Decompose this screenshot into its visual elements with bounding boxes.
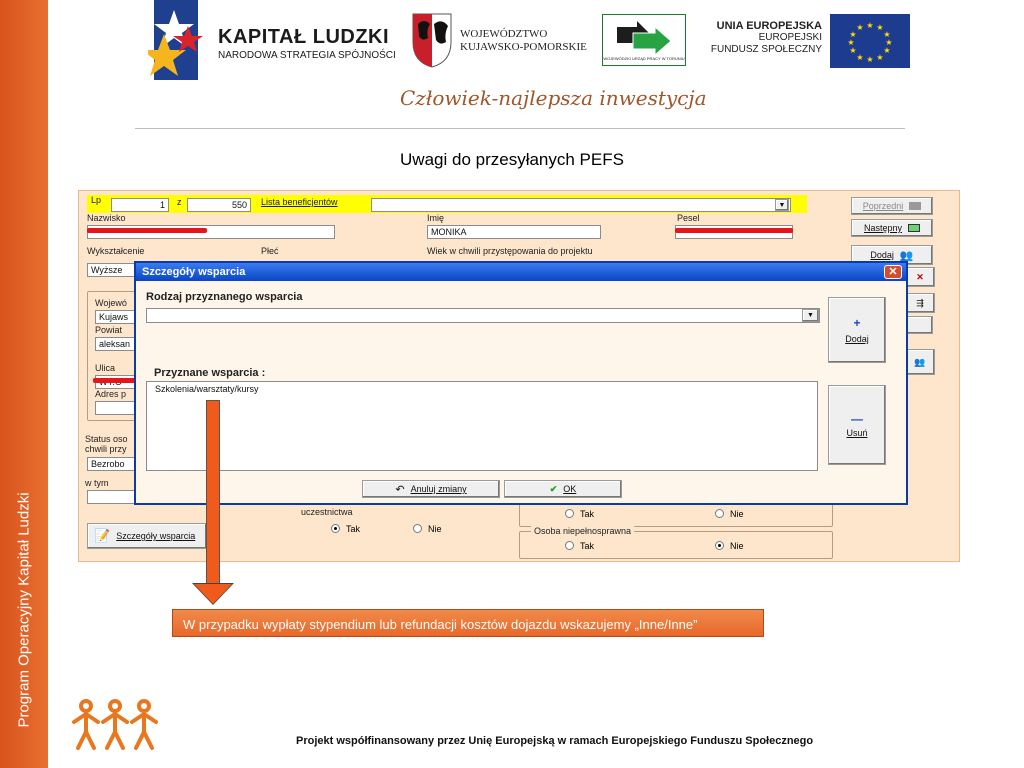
- poprzedni-button[interactable]: Poprzedni: [851, 197, 933, 215]
- export-button[interactable]: [905, 293, 935, 313]
- dialog-close-button[interactable]: [884, 265, 902, 279]
- ue-line2: EUROPEJSKI: [758, 32, 822, 43]
- svg-text:★: ★: [866, 55, 874, 64]
- svg-text:★: ★: [885, 38, 893, 47]
- footer-text: Projekt współfinansowany przez Unię Europejską w ramach Europejskiego Funduszu Społecznego: [296, 735, 814, 747]
- uczestnictwa-label: uczestnictwa: [301, 507, 353, 517]
- dodaj-wsparcie-button[interactable]: + Dodaj: [828, 297, 886, 363]
- pesel-label: Pesel: [677, 213, 700, 223]
- ue-line1: UNIA EUROPEJSKA: [716, 20, 822, 32]
- powiat-label: Powiat: [95, 325, 123, 335]
- radio-checked-icon: [715, 541, 724, 550]
- uczestnictwa-nie-radio[interactable]: Nie: [413, 524, 442, 534]
- svg-text:★: ★: [856, 53, 864, 62]
- list-item[interactable]: Szkolenia/warsztaty/kursy: [155, 384, 259, 394]
- svg-text:★: ★: [866, 21, 874, 30]
- redaction-mark: [675, 228, 793, 233]
- chevron-down-icon: ▼: [778, 201, 786, 209]
- svg-text:★: ★: [876, 53, 884, 62]
- eu-flag-icon: [830, 14, 910, 68]
- wojewodztwo-label: Wojewó: [95, 298, 127, 308]
- lp-field[interactable]: 1: [111, 198, 169, 212]
- svg-text:★: ★: [856, 23, 864, 32]
- wojewodztwo-line1: WOJEWÓDZTWO: [460, 28, 548, 40]
- wojewodztwo-field[interactable]: Kujaws: [95, 310, 143, 324]
- nazwisko-label: Nazwisko: [87, 213, 126, 223]
- svg-text:★: ★: [849, 30, 857, 39]
- kapital-ludzki-subtitle: NARODOWA STRATEGIA SPÓJNOŚCI: [218, 50, 396, 61]
- coat-of-arms-icon: [410, 12, 454, 68]
- dialog-titlebar[interactable]: [136, 263, 906, 281]
- lista-dropdown-button[interactable]: [775, 199, 789, 211]
- status-label-line1: Status oso: [85, 434, 128, 444]
- z-label: z: [177, 197, 182, 207]
- group1-nie-radio[interactable]: Nie: [715, 509, 744, 519]
- document-icon: 📝: [94, 528, 111, 543]
- w-tym-label: w tym: [85, 478, 109, 488]
- szczegoly-wsparcia-dialog: [134, 261, 908, 505]
- delete-icon: ✕: [916, 271, 924, 282]
- arrows-icon: [603, 17, 685, 57]
- group-users-button[interactable]: [905, 349, 935, 375]
- people-logo-icon: [68, 698, 162, 752]
- chevron-down-icon: ▼: [807, 312, 814, 319]
- svg-text:★: ★: [849, 46, 857, 55]
- lp-label: Lp: [91, 195, 102, 205]
- users-icon: 👥: [914, 356, 926, 367]
- eu-stars-icon: [830, 14, 910, 68]
- checkmark-icon: ✔: [549, 483, 558, 494]
- ok-button[interactable]: ✔ OK: [504, 480, 622, 498]
- imie-label: Imię: [427, 213, 445, 223]
- przyznane-wsparcia-label: Przyznane wsparcia :: [154, 367, 266, 379]
- export-icon: ⇶: [916, 297, 924, 308]
- szczegoly-wsparcia-label: Szczegóły wsparcia: [116, 531, 196, 541]
- ue-line3: FUNDUSZ SPOŁECZNY: [710, 44, 822, 55]
- add-users-icon: 👥: [899, 249, 914, 262]
- radio-unchecked-icon: [565, 509, 574, 518]
- svg-text:★: ★: [847, 38, 855, 47]
- redaction-mark: [87, 228, 207, 233]
- lista-beneficjentow-select[interactable]: [371, 198, 791, 212]
- side-band-text: Program Operacyjny Kapitał Ludzki: [15, 492, 33, 728]
- dialog-body: [136, 281, 906, 503]
- rodzaj-wsparcia-label: Rodzaj przyznanego wsparcia: [146, 291, 303, 303]
- imie-field[interactable]: MONIKA: [427, 225, 601, 239]
- radio-checked-icon: [331, 524, 340, 533]
- nastepny-button[interactable]: Następny: [851, 219, 933, 237]
- wup-text: WOJEWÓDZKI URZĄD PRACY W TORUNIU: [603, 56, 685, 61]
- wojewodztwo-logo: [410, 12, 595, 68]
- svg-text:★: ★: [883, 30, 891, 39]
- dialog-title: Szczegóły wsparcia: [142, 266, 246, 278]
- wyksztalcenie-field[interactable]: Wyższe: [87, 263, 143, 277]
- side-button[interactable]: [905, 316, 933, 334]
- rodzaj-dropdown-button[interactable]: [802, 309, 819, 322]
- powiat-field[interactable]: aleksan: [95, 337, 143, 351]
- group1-tak-radio[interactable]: Tak: [565, 509, 594, 519]
- redaction-mark: [93, 378, 137, 383]
- anuluj-zmiany-button[interactable]: ↶ Anuluj zmiany: [362, 480, 500, 498]
- status-field[interactable]: Bezrobo: [87, 457, 147, 471]
- slogan: Człowiek-najlepsza inwestycja: [400, 86, 707, 110]
- z-field[interactable]: 550: [187, 198, 251, 212]
- delete-record-button[interactable]: [905, 267, 935, 287]
- radio-unchecked-icon: [413, 524, 422, 533]
- prev-record-icon: [909, 202, 921, 210]
- kapital-ludzki-star-icon: [148, 0, 210, 80]
- page-title: Uwagi do przesyłanych PEFS: [400, 150, 624, 169]
- radio-unchecked-icon: [565, 541, 574, 550]
- lista-beneficjentow-label: Lista beneficjentów: [261, 197, 338, 207]
- header-divider: [135, 128, 905, 129]
- plus-icon: +: [853, 316, 861, 330]
- minus-icon: —: [851, 412, 863, 426]
- adres-label: Adres p: [95, 389, 127, 399]
- wup-logo: [602, 14, 686, 66]
- close-icon: ✕: [888, 266, 898, 278]
- side-band: [0, 0, 48, 768]
- dodaj-record-button[interactable]: Dodaj 👥: [851, 245, 933, 265]
- niepelnosprawna-label: Osoba niepełnosprawna: [531, 526, 634, 536]
- rodzaj-wsparcia-select[interactable]: [146, 308, 820, 323]
- next-record-icon: [908, 224, 920, 232]
- niepelnosprawna-nie-radio[interactable]: Nie: [715, 541, 744, 551]
- wojewodztwo-line2: KUJAWSKO-POMORSKIE: [460, 41, 587, 53]
- arrow-down-icon: [194, 584, 232, 604]
- plec-label: Płeć: [261, 246, 279, 256]
- unia-europejska-logo: [710, 14, 910, 68]
- ulica-label: Ulica: [95, 363, 116, 373]
- kapital-ludzki-logo: [148, 0, 398, 80]
- annotation-arrow: [206, 400, 220, 588]
- wiek-label: Wiek w chwili przystępowania do projektu: [427, 246, 593, 256]
- status-label-line2: chwili przy: [85, 444, 127, 454]
- niepelnosprawna-tak-radio[interactable]: Tak: [565, 541, 594, 551]
- uczestnictwa-tak-radio[interactable]: Tak: [331, 524, 360, 534]
- undo-icon: ↶: [395, 483, 405, 496]
- wyksztalcenie-label: Wykształcenie: [87, 246, 145, 256]
- svg-text:★: ★: [876, 23, 884, 32]
- svg-text:★: ★: [883, 46, 891, 55]
- radio-unchecked-icon: [715, 509, 724, 518]
- annotation-note: W przypadku wypłaty stypendium lub refundacji kosztów dojazdu wskazujemy „Inne/Inne”: [172, 609, 764, 637]
- szczegoly-wsparcia-button[interactable]: [87, 523, 207, 549]
- usun-wsparcie-button[interactable]: — Usuń: [828, 385, 886, 465]
- kapital-ludzki-title: KAPITAŁ LUDZKI: [218, 26, 390, 48]
- przyznane-wsparcia-list[interactable]: [146, 381, 818, 471]
